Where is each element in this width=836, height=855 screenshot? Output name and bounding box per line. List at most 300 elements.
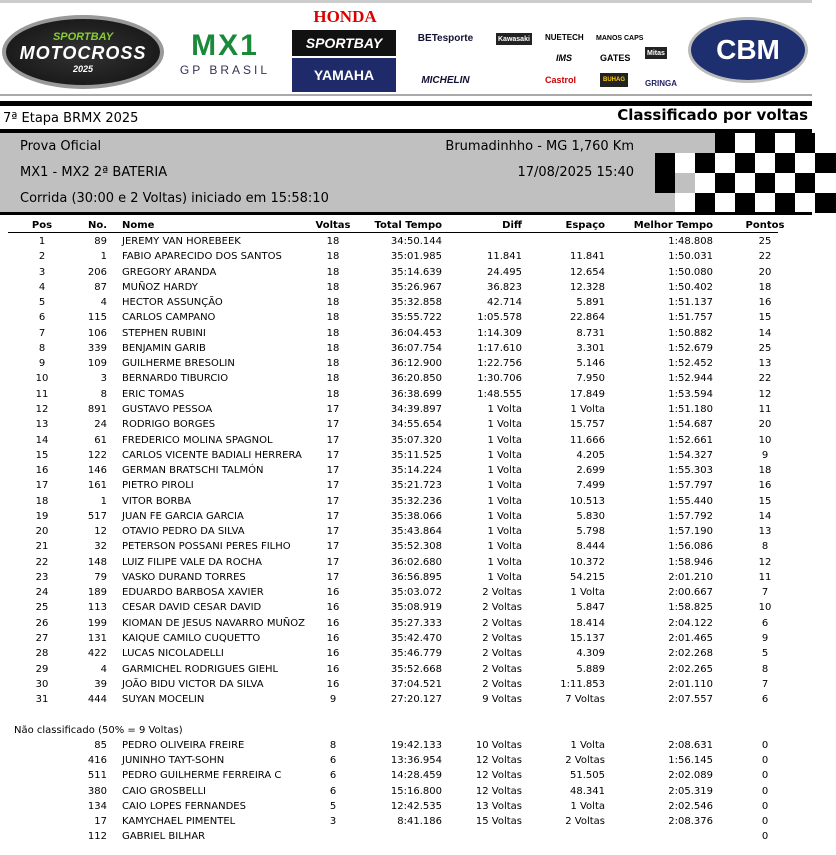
cell-pts: 20 xyxy=(758,419,772,431)
cell-gap: 7.950 xyxy=(576,373,605,385)
cell-no: 85 xyxy=(94,740,107,751)
cell-pos: 24 xyxy=(35,587,49,599)
checker-square xyxy=(735,193,756,213)
cell-name: JEREMY VAN HOREBEEK xyxy=(122,236,241,247)
cell-total: 35:52.308 xyxy=(390,541,442,553)
checker-square xyxy=(715,133,736,153)
cell-pts: 0 xyxy=(761,770,769,782)
cell-gap: 2.699 xyxy=(576,465,605,477)
race-info: Corrida (30:00 e 2 Voltas) iniciado em 15:58:10 xyxy=(20,191,329,206)
cell-no: 146 xyxy=(87,465,107,477)
cell-total: 34:39.897 xyxy=(390,403,442,415)
cell-gap: 5.146 xyxy=(576,358,605,370)
cell-laps: 18 xyxy=(326,297,340,309)
cell-best: 2:01.210 xyxy=(668,571,713,583)
cell-no: 24 xyxy=(94,419,107,431)
cell-no: 416 xyxy=(87,755,107,767)
table-row xyxy=(0,541,812,556)
cell-pts: 15 xyxy=(758,495,772,507)
table-row xyxy=(0,480,812,495)
cell-gap: 10.513 xyxy=(570,495,605,507)
checker-square xyxy=(695,193,716,213)
motocross-2025-logo: SPORTBAY MOTOCROSS 2025 xyxy=(2,15,164,89)
cell-pts: 8 xyxy=(761,663,769,675)
cell-diff: 1:14.309 xyxy=(477,327,522,339)
classification-title: Classificado por voltas xyxy=(617,106,808,124)
cell-name: JUNINHO TAYT-SOHN xyxy=(122,755,225,767)
mx1-gp-brasil-logo: MX1 GP BRASIL xyxy=(179,28,271,77)
cell-total: 27:20.127 xyxy=(390,694,442,706)
checker-square xyxy=(675,193,696,213)
table-row xyxy=(0,526,812,541)
cell-diff: 1:30.706 xyxy=(477,373,522,385)
cell-gap: 10.372 xyxy=(570,556,605,568)
cell-laps: 17 xyxy=(326,480,340,492)
cell-laps: 18 xyxy=(326,266,340,278)
table-row xyxy=(0,282,812,297)
cell-name: BENJAMIN GARIB xyxy=(122,342,206,354)
cell-laps: 16 xyxy=(326,663,340,675)
cell-no: 161 xyxy=(87,480,107,492)
checker-square xyxy=(775,153,796,173)
table-row xyxy=(0,816,812,831)
cell-pos: 13 xyxy=(35,419,49,431)
cell-best: 1:50.031 xyxy=(668,251,713,263)
cell-gap: 5.847 xyxy=(576,602,605,614)
cell-total: 35:46.779 xyxy=(390,648,442,660)
cell-pts: 18 xyxy=(758,281,772,293)
cell-diff: 2 Voltas xyxy=(482,587,522,599)
cell-best: 1:54.327 xyxy=(668,449,713,461)
cell-best: 2:01.465 xyxy=(668,633,713,645)
checkered-flag-pattern xyxy=(635,133,812,212)
cell-total: 35:32.858 xyxy=(390,297,442,309)
cell-name: KAIQUE CAMILO CUQUETTO xyxy=(122,633,261,645)
cell-total: 35:55.722 xyxy=(390,312,442,324)
cell-diff: 2 Voltas xyxy=(482,678,522,690)
cell-diff: 1:05.578 xyxy=(477,312,522,324)
checker-square xyxy=(635,193,656,213)
cell-laps: 18 xyxy=(326,327,340,339)
cell-gap: 11.666 xyxy=(570,434,605,446)
cell-best: 1:50.080 xyxy=(668,266,713,278)
cell-name: CARLOS CAMPANO xyxy=(122,312,216,324)
not-classified-label: Não classificado (50% = 9 Voltas) xyxy=(14,725,183,736)
location: Brumadinhho - MG 1,760 Km xyxy=(445,139,634,154)
cell-total: 36:04.453 xyxy=(390,327,442,339)
nuetech-logo: NUETECH xyxy=(545,33,584,42)
cell-laps: 17 xyxy=(326,465,340,477)
cell-pos: 3 xyxy=(38,266,46,278)
yamaha-logo: YAMAHA xyxy=(292,58,396,92)
cell-pts: 11 xyxy=(758,403,772,415)
cell-gap: 51.505 xyxy=(570,770,605,782)
cell-name: VITOR BORBA xyxy=(122,495,192,507)
sponsor-banner xyxy=(0,0,812,96)
cell-pos: 31 xyxy=(35,694,49,706)
checker-square xyxy=(795,133,816,153)
checker-square xyxy=(675,133,696,153)
cell-pos: 15 xyxy=(35,449,49,461)
cell-best: 2:08.631 xyxy=(668,740,713,751)
cell-pos: 9 xyxy=(38,358,46,370)
cell-pos: 2 xyxy=(38,251,46,263)
cell-pts: 6 xyxy=(761,617,769,629)
cell-best: 1:51.757 xyxy=(668,312,713,324)
cell-no: 134 xyxy=(87,800,107,812)
cell-diff: 1 Volta xyxy=(487,556,522,568)
cell-diff: 2 Voltas xyxy=(482,633,522,645)
cell-name: GARMICHEL RODRIGUES GIEHL xyxy=(122,663,279,675)
cell-gap: 1 Volta xyxy=(570,587,605,599)
cell-diff: 1:17.610 xyxy=(477,342,522,354)
betesporte-logo: BETesporte xyxy=(417,33,474,44)
cell-no: 189 xyxy=(87,587,107,599)
checker-square xyxy=(655,133,676,153)
cell-gap: 8.731 xyxy=(576,327,605,339)
cell-gap: 4.205 xyxy=(576,449,605,461)
cell-pts: 20 xyxy=(758,266,772,278)
cell-laps: 16 xyxy=(326,633,340,645)
cell-diff: 1 Volta xyxy=(487,510,522,522)
cell-pts: 13 xyxy=(758,526,772,538)
cell-laps: 17 xyxy=(326,495,340,507)
checker-square xyxy=(755,153,776,173)
cell-pos: 18 xyxy=(35,495,49,507)
cell-total: 36:38.699 xyxy=(390,388,442,400)
kawasaki-logo: Kawasaki xyxy=(496,33,532,45)
cell-name: LUCAS NICOLADELLI xyxy=(122,648,224,660)
cell-no: 106 xyxy=(87,327,107,339)
cell-no: 61 xyxy=(94,434,107,446)
cell-total: 36:02.680 xyxy=(390,556,442,568)
cell-no: 206 xyxy=(87,266,107,278)
cell-diff: 36.823 xyxy=(487,281,522,293)
cell-laps: 6 xyxy=(329,770,337,782)
checker-square xyxy=(635,173,656,193)
cell-no: 4 xyxy=(100,663,107,675)
mitas-logo: Mitas xyxy=(645,47,667,59)
cell-total: 35:21.723 xyxy=(390,480,442,492)
cell-gap: 15.137 xyxy=(570,633,605,645)
cell-diff: 1 Volta xyxy=(487,526,522,538)
cell-pts: 0 xyxy=(761,800,769,812)
cell-laps: 18 xyxy=(326,312,340,324)
cell-name: GUILHERME BRESOLIN xyxy=(122,358,235,370)
cell-pos: 10 xyxy=(35,373,49,385)
cbm-logo: CBM xyxy=(688,17,808,83)
cell-diff: 1 Volta xyxy=(487,465,522,477)
cell-name: KAMYCHAEL PIMENTEL xyxy=(122,816,236,827)
checker-square xyxy=(755,193,776,213)
cell-name: GERMAN BRATSCHI TALMÓN xyxy=(122,465,264,477)
table-row xyxy=(0,602,812,617)
table-row xyxy=(0,419,812,434)
cell-pts: 10 xyxy=(758,434,772,446)
cell-gap: 1 Volta xyxy=(570,740,605,751)
cell-laps: 17 xyxy=(326,556,340,568)
cell-no: 79 xyxy=(94,571,107,583)
cell-laps: 17 xyxy=(326,419,340,431)
table-row xyxy=(0,633,812,648)
cell-no: 444 xyxy=(87,694,107,706)
cell-laps: 18 xyxy=(326,281,340,293)
cell-name: CAIO GROSBELLI xyxy=(122,785,207,797)
cell-best: 1:51.180 xyxy=(668,403,713,415)
cell-no: 113 xyxy=(87,602,107,614)
checker-square xyxy=(715,193,736,213)
cell-laps: 16 xyxy=(326,617,340,629)
table-row xyxy=(0,297,812,312)
cell-best: 1:54.687 xyxy=(668,419,713,431)
cell-gap: 2 Voltas xyxy=(565,816,605,827)
cell-pts: 14 xyxy=(758,510,772,522)
gringa-logo: GRINGA xyxy=(645,79,677,88)
cell-pos: 16 xyxy=(35,465,49,477)
cell-best: 1:48.808 xyxy=(668,236,713,247)
cell-pts: 0 xyxy=(761,740,769,751)
table-row xyxy=(0,373,812,388)
table-row xyxy=(0,236,812,251)
cell-pts: 0 xyxy=(761,785,769,797)
cell-no: 12 xyxy=(94,526,107,538)
cell-pts: 12 xyxy=(758,388,772,400)
checker-square xyxy=(775,193,796,213)
sportbay-logo: SPORTBAY xyxy=(292,30,396,56)
cell-name: LUIZ FILIPE VALE DA ROCHA xyxy=(122,556,262,568)
cell-laps: 6 xyxy=(329,755,337,767)
checker-square xyxy=(795,173,816,193)
cell-name: OTAVIO PEDRO DA SILVA xyxy=(122,526,245,538)
cell-gap: 1:11.853 xyxy=(560,678,605,690)
datetime: 17/08/2025 15:40 xyxy=(517,165,634,180)
cell-diff: 1:22.756 xyxy=(477,358,522,370)
table-row xyxy=(0,587,812,602)
cell-pts: 11 xyxy=(758,571,772,583)
cell-name: CAIO LOPES FERNANDES xyxy=(122,800,246,812)
cell-pts: 0 xyxy=(761,816,769,827)
cell-laps: 16 xyxy=(326,648,340,660)
table-row xyxy=(0,801,812,816)
cell-gap: 1 Volta xyxy=(570,800,605,812)
category: MX1 - MX2 2ª BATERIA xyxy=(20,165,168,180)
cell-laps: 18 xyxy=(326,251,340,263)
cell-no: 511 xyxy=(87,770,107,782)
cell-diff: 1 Volta xyxy=(487,434,522,446)
cell-best: 1:55.303 xyxy=(668,465,713,477)
table-row xyxy=(0,328,812,343)
cell-pts: 7 xyxy=(761,587,769,599)
cell-best: 1:57.797 xyxy=(668,480,713,492)
cell-diff: 2 Voltas xyxy=(482,648,522,660)
cell-gap: 15.757 xyxy=(570,419,605,431)
cell-diff: 1 Volta xyxy=(487,571,522,583)
cell-pos: 27 xyxy=(35,633,49,645)
cell-no: 3 xyxy=(100,373,107,385)
cell-best: 1:52.679 xyxy=(668,342,713,354)
cell-laps: 6 xyxy=(329,785,337,797)
cell-best: 2:08.376 xyxy=(668,816,713,827)
cell-pos: 12 xyxy=(35,403,49,415)
cell-laps: 18 xyxy=(326,388,340,400)
cell-name: RODRIGO BORGES xyxy=(122,419,216,431)
cell-laps: 18 xyxy=(326,358,340,370)
stage-title: 7ª Etapa BRMX 2025 xyxy=(3,111,139,126)
cell-best: 2:01.110 xyxy=(668,678,713,690)
cell-no: 87 xyxy=(94,281,107,293)
checker-square xyxy=(715,173,736,193)
cell-laps: 18 xyxy=(326,236,340,247)
table-row xyxy=(0,755,812,770)
checker-square xyxy=(735,153,756,173)
cell-name: PEDRO GUILHERME FERREIRA C xyxy=(122,770,282,782)
cell-gap: 7 Voltas xyxy=(565,694,605,706)
cell-total: 35:07.320 xyxy=(390,434,442,446)
cell-pts: 15 xyxy=(758,312,772,324)
checker-square xyxy=(735,173,756,193)
cell-diff: 42.714 xyxy=(487,297,522,309)
cell-name: JOÃO BIDU VICTOR DA SILVA xyxy=(122,678,264,690)
cell-gap: 22.864 xyxy=(570,312,605,324)
cell-no: 89 xyxy=(94,236,107,247)
cell-name: PEDRO OLIVEIRA FREIRE xyxy=(122,740,245,751)
cell-pts: 0 xyxy=(761,831,769,843)
cell-pts: 9 xyxy=(761,449,769,461)
cell-pos: 19 xyxy=(35,510,49,522)
table-row xyxy=(0,786,812,801)
cell-gap: 48.341 xyxy=(570,785,605,797)
cell-name: GREGORY ARANDA xyxy=(122,266,217,278)
cell-gap: 54.215 xyxy=(570,571,605,583)
table-row xyxy=(0,435,812,450)
table-row xyxy=(0,404,812,419)
cell-gap: 1 Volta xyxy=(570,403,605,415)
cell-laps: 9 xyxy=(329,694,337,706)
cell-name: BERNARD0 TIBURCIO xyxy=(122,373,229,385)
checker-square xyxy=(675,153,696,173)
cell-pts: 16 xyxy=(758,480,772,492)
cell-best: 2:05.319 xyxy=(668,785,713,797)
cell-name: PETERSON POSSANI PERES FILHO xyxy=(122,541,291,553)
checker-square xyxy=(755,133,776,153)
table-row xyxy=(0,267,812,282)
table-row xyxy=(0,511,812,526)
cell-best: 1:56.086 xyxy=(668,541,713,553)
cell-name: FREDERICO MOLINA SPAGNOL xyxy=(122,434,273,446)
cell-name: JUAN FE GARCIA GARCIA xyxy=(122,510,244,522)
cell-diff: 1 Volta xyxy=(487,495,522,507)
cell-pos: 1 xyxy=(38,236,46,247)
cell-no: 422 xyxy=(87,648,107,660)
checker-square xyxy=(775,173,796,193)
cell-best: 1:51.137 xyxy=(668,297,713,309)
cell-pts: 25 xyxy=(758,236,772,247)
cell-no: 39 xyxy=(94,678,107,690)
cell-best: 1:50.882 xyxy=(668,327,713,339)
cell-laps: 16 xyxy=(326,678,340,690)
cell-no: 148 xyxy=(87,556,107,568)
cell-pts: 5 xyxy=(761,648,769,660)
cell-laps: 17 xyxy=(326,510,340,522)
col-diff: Diff xyxy=(502,220,522,231)
cell-pos: 22 xyxy=(35,556,49,568)
cell-laps: 3 xyxy=(329,816,337,827)
cell-laps: 17 xyxy=(326,571,340,583)
cell-pos: 23 xyxy=(35,571,49,583)
cell-diff: 1 Volta xyxy=(487,480,522,492)
cell-laps: 17 xyxy=(326,526,340,538)
col-laps: Voltas xyxy=(315,220,351,231)
cell-diff: 2 Voltas xyxy=(482,602,522,614)
manos-caps-logo: MANOS CAPS xyxy=(596,35,644,42)
cell-total: 35:38.066 xyxy=(390,510,442,522)
cell-best: 2:07.557 xyxy=(668,694,713,706)
table-row xyxy=(0,557,812,572)
cell-no: 199 xyxy=(87,617,107,629)
cell-no: 109 xyxy=(87,358,107,370)
cell-name: SUYAN MOCELIN xyxy=(122,694,205,706)
cell-pos: 21 xyxy=(35,541,49,553)
cell-gap: 11.841 xyxy=(570,251,605,263)
cell-gap: 12.654 xyxy=(570,266,605,278)
checker-square xyxy=(795,153,816,173)
michelin-logo: MICHELIN xyxy=(421,75,470,86)
cell-no: 131 xyxy=(87,633,107,645)
cell-diff: 11.841 xyxy=(487,251,522,263)
cell-total: 35:42.470 xyxy=(390,633,442,645)
cell-total: 35:52.668 xyxy=(390,663,442,675)
cell-laps: 17 xyxy=(326,434,340,446)
cell-total: 12:42.535 xyxy=(390,800,442,812)
cell-pts: 18 xyxy=(758,465,772,477)
cell-pos: 8 xyxy=(38,342,46,354)
table-row xyxy=(0,465,812,480)
cell-pts: 9 xyxy=(761,633,769,645)
checker-square xyxy=(815,153,836,173)
cell-gap: 5.798 xyxy=(576,526,605,538)
cell-best: 1:57.792 xyxy=(668,510,713,522)
cell-pos: 26 xyxy=(35,617,49,629)
checker-square xyxy=(795,193,816,213)
cell-name: GABRIEL BILHAR xyxy=(122,831,206,843)
cell-gap: 5.830 xyxy=(576,510,605,522)
cell-total: 36:12.900 xyxy=(390,358,442,370)
cell-no: 380 xyxy=(87,785,107,797)
cell-name: CESAR DAVID CESAR DAVID xyxy=(122,602,262,614)
table-row xyxy=(0,770,812,785)
cell-pts: 14 xyxy=(758,327,772,339)
cell-total: 14:28.459 xyxy=(390,770,442,782)
cell-name: KIOMAN DE JESUS NAVARRO MUÑOZ xyxy=(122,617,305,629)
cell-pos: 7 xyxy=(38,327,46,339)
cell-name: ERIC TOMAS xyxy=(122,388,185,400)
cell-total: 35:01.985 xyxy=(390,251,442,263)
cell-total: 35:14.224 xyxy=(390,465,442,477)
gates-logo: GATES xyxy=(600,53,631,63)
cell-pos: 28 xyxy=(35,648,49,660)
cell-best: 1:58.825 xyxy=(668,602,713,614)
cell-total: 19:42.133 xyxy=(390,740,442,751)
cell-total: 13:36.954 xyxy=(390,755,442,767)
buhag-logo: BUHAG xyxy=(600,73,628,87)
cell-diff: 12 Voltas xyxy=(475,785,522,797)
col-best: Melhor Tempo xyxy=(633,220,713,231)
checker-square xyxy=(655,153,676,173)
cell-total: 35:26.967 xyxy=(390,281,442,293)
cell-no: 4 xyxy=(100,297,107,309)
table-row xyxy=(0,572,812,587)
checker-square xyxy=(715,153,736,173)
